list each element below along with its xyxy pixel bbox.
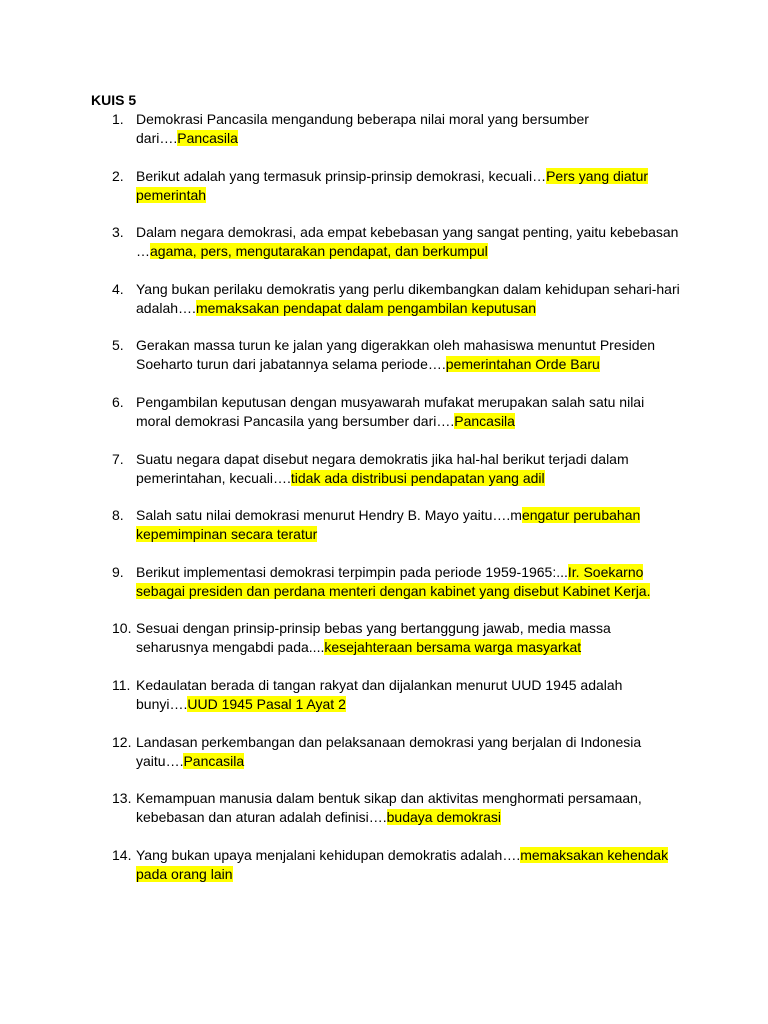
question-prompt: Kedaulatan berada di tangan rakyat dan dijalankan menurut UUD 1945 adalah bunyi…. <box>136 676 623 712</box>
question-list <box>0 110 768 902</box>
question-text <box>136 167 681 205</box>
question-text <box>136 506 681 544</box>
question-number: 3. <box>112 224 124 241</box>
question-prompt: Sesuai dengan prinsip-prinsip bebas yang bertanggung jawab, media massa seharusnya mengabdi pada.... <box>136 620 611 656</box>
question-item <box>0 336 768 374</box>
question-text <box>136 846 681 884</box>
question-item <box>0 223 768 261</box>
highlighted-answer: memaksakan kehendak pada orang lain <box>136 846 669 882</box>
question-number: 2. <box>112 167 124 184</box>
question-text <box>136 223 681 261</box>
question-prompt: Salah satu nilai demokrasi menurut Hendry B. Mayo yaitu….m <box>136 507 522 524</box>
highlighted-answer: Ir. Soekarno sebagai presiden dan perdana menteri dengan kabinet yang disebut Kabinet Kerja. <box>136 563 651 599</box>
highlighted-answer: agama, pers, mengutarakan pendapat, dan berkumpul <box>150 243 488 260</box>
question-number: 14. <box>112 846 132 863</box>
highlighted-answer: engatur perubahan kepemimpinan secara teratur <box>136 507 641 543</box>
question-item <box>0 676 768 714</box>
question-item <box>0 563 768 601</box>
question-text <box>136 336 681 374</box>
question-number: 12. <box>112 733 132 750</box>
question-text <box>136 619 681 657</box>
question-prompt: Landasan perkembangan dan pelaksanaan demokrasi yang berjalan di Indonesia yaitu…. <box>136 733 642 769</box>
question-text <box>136 563 681 601</box>
question-item <box>0 393 768 431</box>
question-number: 10. <box>112 620 132 637</box>
question-prompt: Berikut adalah yang termasuk prinsip-prinsip demokrasi, kecuali… <box>136 167 547 184</box>
page-title: KUIS 5 <box>91 92 137 108</box>
question-number: 8. <box>112 507 124 524</box>
question-item <box>0 280 768 318</box>
highlighted-answer: kesejahteraan bersama warga masyarkat <box>324 639 582 656</box>
question-prompt: Dalam negara demokrasi, ada empat kebebasan yang sangat penting, yaitu kebebasan … <box>136 224 679 260</box>
question-prompt: Kemampuan manusia dalam bentuk sikap dan aktivitas menghormati persamaan, kebebasan dan aturan adalah definisi…. <box>136 790 642 826</box>
question-text <box>136 676 681 714</box>
question-number: 9. <box>112 563 124 580</box>
question-item <box>0 110 768 148</box>
question-item <box>0 450 768 488</box>
question-text <box>136 450 681 488</box>
question-item <box>0 789 768 827</box>
highlighted-answer: Pancasila <box>183 752 245 769</box>
question-prompt: Gerakan massa turun ke jalan yang digerakkan oleh mahasiswa menuntut Presiden Soeharto turun dari jabatannya selama periode…. <box>136 337 656 373</box>
question-prompt: Berikut implementasi demokrasi terpimpin pada periode 1959-1965:... <box>136 563 568 580</box>
question-prompt: Demokrasi Pancasila mengandung beberapa nilai moral yang bersumber dari…. <box>136 111 589 146</box>
question-text <box>136 393 681 431</box>
question-item <box>0 846 768 884</box>
question-number: 13. <box>112 790 132 807</box>
highlighted-answer: Pancasila <box>177 130 238 146</box>
question-prompt: Yang bukan perilaku demokratis yang perlu dikembangkan dalam kehidupan sehari-hari adalah…. <box>136 280 680 316</box>
question-number: 6. <box>112 393 124 410</box>
highlighted-answer: Pancasila <box>454 412 515 429</box>
question-number: 11. <box>112 676 131 693</box>
question-prompt: Suatu negara dapat disebut negara demokratis jika hal-hal berikut terjadi dalam pemerintahan, kecuali…. <box>136 450 629 486</box>
highlighted-answer: UUD 1945 Pasal 1 Ayat 2 <box>187 695 346 712</box>
question-item <box>0 733 768 771</box>
question-number: 1. <box>112 111 124 127</box>
question-item <box>0 506 768 544</box>
question-number: 4. <box>112 280 124 297</box>
question-number: 5. <box>112 337 124 354</box>
question-item <box>0 167 768 205</box>
question-text <box>136 110 681 148</box>
highlighted-answer: tidak ada distribusi pendapatan yang adil <box>290 469 545 486</box>
question-text <box>136 789 681 827</box>
question-item <box>0 619 768 657</box>
question-prompt: Pengambilan keputusan dengan musyawarah mufakat merupakan salah satu nilai moral demokrasi Pancasila yang bersumber dari…. <box>136 393 645 429</box>
highlighted-answer: Pers yang diatur pemerintah <box>136 167 649 203</box>
question-prompt: Yang bukan upaya menjalani kehidupan demokratis adalah…. <box>136 846 521 863</box>
highlighted-answer: budaya demokrasi <box>386 809 502 826</box>
question-number: 7. <box>112 450 124 467</box>
question-text <box>136 733 681 771</box>
highlighted-answer: memaksakan pendapat dalam pengambilan keputusan <box>195 299 537 316</box>
highlighted-answer: pemerintahan Orde Baru <box>445 356 600 373</box>
question-text <box>136 280 681 318</box>
